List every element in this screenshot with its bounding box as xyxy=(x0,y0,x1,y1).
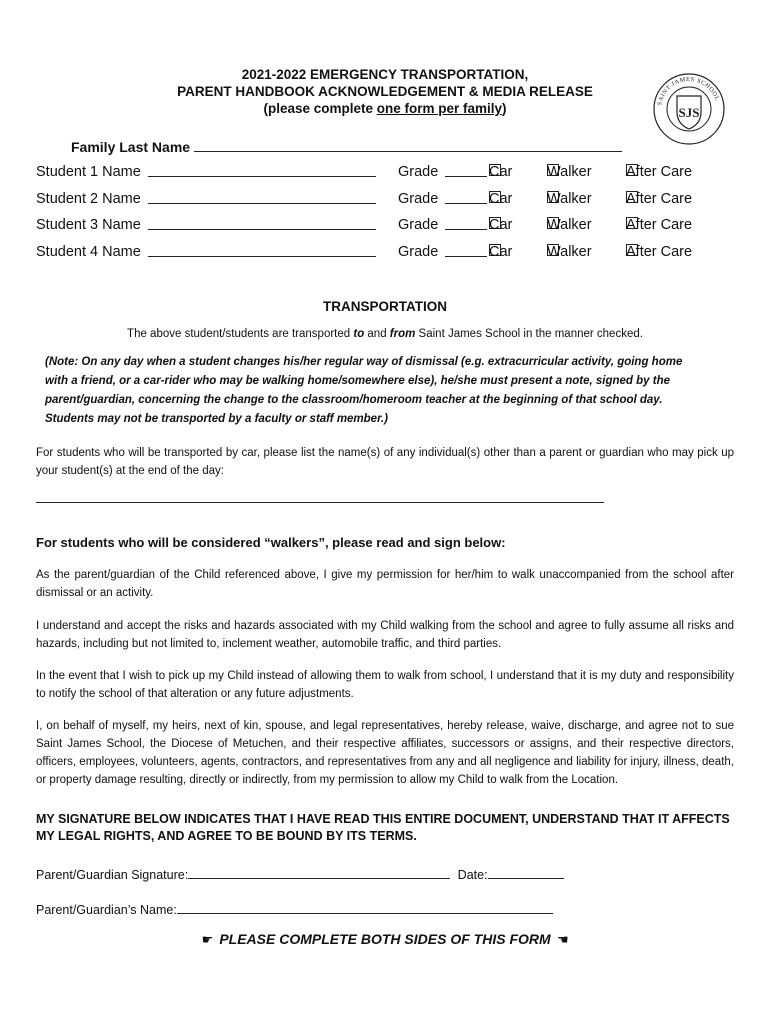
date-field[interactable] xyxy=(488,866,564,879)
student-row-2: Student 2 Name Grade Car Walker After Care xyxy=(36,191,693,207)
guardian-name-label: Parent/Guardian’s Name: xyxy=(36,903,177,917)
pointing-hand-icon: ☛ xyxy=(556,932,569,947)
intro-from-emphasis: from xyxy=(389,328,416,340)
guardian-name-row xyxy=(36,901,553,917)
student-3-grade-field[interactable] xyxy=(445,217,487,230)
student-2-grade-field[interactable] xyxy=(445,191,487,204)
signature-field[interactable] xyxy=(188,866,450,879)
title-instruction-underlined: one form per family xyxy=(376,101,503,116)
student-row-3: Student 3 Name Grade Car Walker After Care xyxy=(36,217,693,233)
signature-label: Parent/Guardian Signature: xyxy=(36,868,189,882)
signature-row xyxy=(36,866,564,882)
pointing-hand-icon: ☛ xyxy=(201,932,214,947)
footer-instruction: ☛ PLEASE COMPLETE BOTH SIDES OF THIS FORM ☛ xyxy=(201,931,569,947)
grade-label: Grade xyxy=(398,191,439,207)
student-name-label: Student 2 Name xyxy=(36,191,141,207)
seal-monogram: SJS xyxy=(678,105,700,120)
title-instruction-pre: (please complete xyxy=(263,101,377,116)
walker-risk-paragraph: I understand and accept the risks and hazards associated with my Child walking from the school and agree to fully assume all risks and hazards, including but not limited to, inclement weather, automobile traffic, and third parties. xyxy=(36,620,734,650)
signature-statement: MY SIGNATURE BELOW INDICATES THAT I HAVE READ THIS ENTIRE DOCUMENT, UNDERSTAND THAT IT AFFECTS MY LEGAL RIGHTS, AND AGREE TO BE BOUND BY ITS TERMS. xyxy=(36,812,730,843)
guardian-name-field[interactable] xyxy=(177,901,553,914)
dismissal-change-note: (Note: On any day when a student changes his/her regular way of dismissal (e.g. extracurricular activity, going home with a friend, or a car-rider who may be walking home/somewhere else), he/she must present a note, signed by the parent/guardian, concerning the change to the classroom/homeroom teacher at the beginning of that school day. Students may not be transported by a faculty or staff member.) xyxy=(45,356,683,425)
student-4-grade-field[interactable] xyxy=(445,244,487,257)
transportation-heading: TRANSPORTATION xyxy=(323,299,447,314)
student-name-label: Student 1 Name xyxy=(36,164,141,180)
svg-text:SAINT JAMES SCHOOL xyxy=(656,76,720,106)
intro-to-emphasis: to xyxy=(353,328,365,340)
student-3-name-field[interactable] xyxy=(148,217,376,230)
family-last-name-field[interactable] xyxy=(194,139,622,152)
school-seal-logo xyxy=(652,72,726,146)
student-2-name-field[interactable] xyxy=(148,191,376,204)
student-row-4: Student 4 Name Grade Car Walker After Care xyxy=(36,244,693,260)
transportation-intro: The above student/students are transported to and from Saint James School in the manner checked. xyxy=(127,328,643,340)
form-title-line-2: PARENT HANDBOOK ACKNOWLEDGEMENT & MEDIA RELEASE xyxy=(177,84,593,99)
grade-label: Grade xyxy=(398,244,439,260)
student-name-label: Student 3 Name xyxy=(36,217,141,233)
student-1-grade-field[interactable] xyxy=(445,164,487,177)
authorized-pickup-field[interactable] xyxy=(36,502,604,503)
walker-pickup-paragraph: In the event that I wish to pick up my Child instead of allowing them to walk from school, I understand that it is my duty and responsibility to notify the school of that alteration or any future adjustments. xyxy=(36,670,734,700)
grade-label: Grade xyxy=(398,164,439,180)
family-last-name-label: Family Last Name xyxy=(71,139,191,155)
car-pickup-instructions: For students who will be transported by car, please list the name(s) of any individual(s) other than a parent or guardian who may pick up your student(s) at the end of the day: xyxy=(36,447,734,477)
student-row-1: Student 1 Name Grade Car Walker After Care xyxy=(36,164,693,180)
form-title-line-1: 2021-2022 EMERGENCY TRANSPORTATION, xyxy=(241,67,529,82)
grade-label: Grade xyxy=(398,217,439,233)
walkers-heading: For students who will be considered “walkers”, please read and sign below: xyxy=(36,535,506,550)
student-name-label: Student 4 Name xyxy=(36,244,141,260)
student-1-name-field[interactable] xyxy=(148,164,376,177)
seal-outer-text: SAINT JAMES SCHOOL xyxy=(656,75,721,106)
title-instruction-post: ) xyxy=(502,101,507,116)
student-4-name-field[interactable] xyxy=(148,244,376,257)
date-label: Date: xyxy=(457,868,488,882)
walker-permission-paragraph: As the parent/guardian of the Child referenced above, I give my permission for her/him to walk unaccompanied from the school after dismissal or an activity. xyxy=(36,569,734,599)
family-last-name-row xyxy=(71,139,622,155)
walker-release-paragraph: I, on behalf of myself, my heirs, next of kin, spouse, and legal representatives, hereby release, waive, discharge, and agree not to sue Saint James School, the Diocese of Metuchen, and their respective affiliates, successors or assigns, and their respective directors, officers, employees, volunteers, agents, contractors, and representatives from any and all negligence and liability for injury, illness, death, or property damage resulting, directly or indirectly, from my permission to allow my Child to walk from the Location. xyxy=(36,720,734,786)
